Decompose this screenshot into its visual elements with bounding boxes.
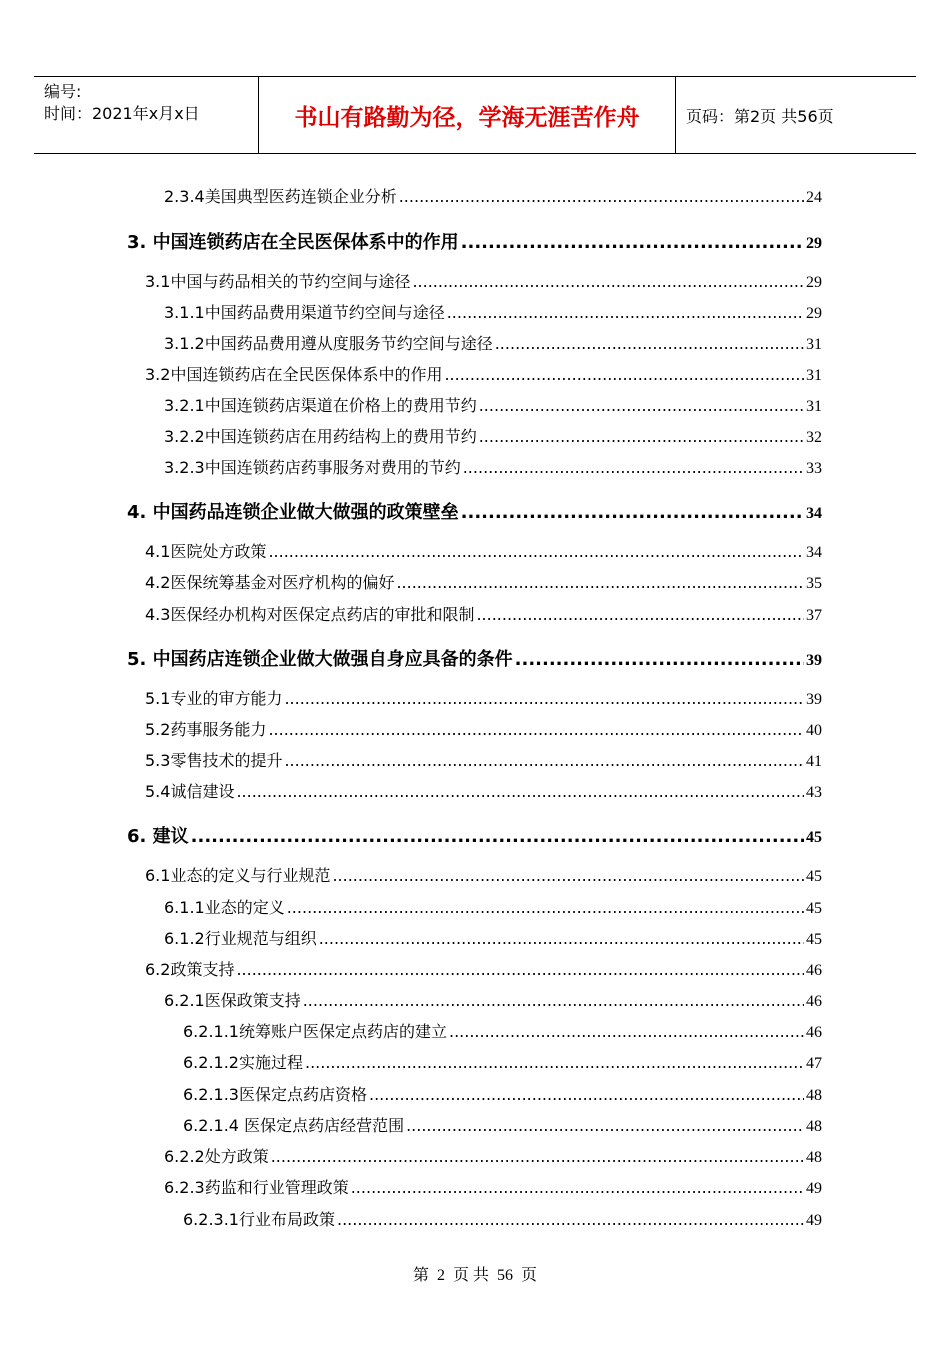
toc-entry-page: 45 (806, 931, 822, 948)
toc-entry-page: 24 (806, 189, 822, 206)
toc-leader-dots (461, 232, 804, 253)
toc-entry-title: 5.3零售技术的提升 (145, 751, 283, 770)
toc-entry[interactable] (164, 331, 822, 354)
page-footer (0, 1262, 950, 1285)
toc-entry-title: 5.4诚信建设 (145, 782, 235, 801)
toc-entry-page: 34 (806, 544, 822, 561)
toc-entry[interactable] (127, 645, 822, 671)
toc-entry-title: 3.2中国连锁药店在全民医保体系中的作用 (145, 365, 443, 384)
toc-entry[interactable] (164, 184, 822, 207)
toc-leader-dots (444, 365, 804, 384)
toc-entry-title: 3.1中国与药品相关的节约空间与途径 (145, 272, 411, 291)
toc-leader-dots (476, 605, 804, 624)
toc-entry[interactable] (164, 895, 822, 918)
toc-entry-title: 6.2.3药监和行业管理政策 (164, 1178, 349, 1197)
toc-entry-page: 40 (806, 722, 822, 739)
toc-entry-page: 47 (806, 1055, 822, 1072)
toc-leader-dots (305, 1053, 804, 1072)
toc-entry[interactable] (183, 1082, 822, 1105)
toc-entry[interactable] (164, 926, 822, 949)
toc-leader-dots (268, 542, 804, 561)
toc-leader-dots (268, 720, 804, 739)
toc-entry-title: 5.2药事服务能力 (145, 720, 267, 739)
document-time: 时间：2021年x月x日 (44, 104, 200, 123)
toc-leader-dots (461, 502, 804, 523)
toc-entry[interactable] (127, 822, 822, 848)
toc-entry-page: 31 (806, 398, 822, 415)
toc-entry-title: 4.2医保统筹基金对医疗机构的偏好 (145, 573, 395, 592)
toc-leader-dots (399, 187, 804, 206)
toc-entry-title: 6.2.1.4 医保定点药店经营范围 (183, 1116, 405, 1135)
toc-entry[interactable] (145, 686, 822, 709)
toc-entry-page: 29 (806, 235, 822, 252)
toc-entry-title: 6. 建议 (127, 826, 189, 847)
toc-entry-page: 31 (806, 336, 822, 353)
header-motto: 书山有路勤为径，学海无涯苦作舟 (258, 77, 676, 153)
toc-entry[interactable] (164, 988, 822, 1011)
toc-entry[interactable] (127, 498, 822, 524)
toc-entry-page: 39 (806, 652, 822, 669)
toc-entry-title: 3. 中国连锁药店在全民医保体系中的作用 (127, 232, 459, 253)
toc-entry[interactable] (164, 455, 822, 478)
toc-entry-title: 3.2.1中国连锁药店渠道在价格上的费用节约 (164, 396, 477, 415)
toc-entry-title: 3.2.3中国连锁药店药事服务对费用的节约 (164, 458, 461, 477)
toc-leader-dots (369, 1085, 804, 1104)
toc-entry-title: 4. 中国药品连锁企业做大做强的政策壁垒 (127, 502, 459, 523)
toc-leader-dots (337, 1210, 804, 1229)
toc-entry-page: 49 (806, 1180, 822, 1197)
toc-leader-dots (463, 458, 804, 477)
toc-entry-page: 45 (806, 829, 822, 846)
toc-entry-page: 29 (806, 274, 822, 291)
toc-entry[interactable] (164, 1144, 822, 1167)
toc-entry-page: 45 (806, 900, 822, 917)
toc-entry[interactable] (164, 424, 822, 447)
toc-leader-dots (191, 826, 804, 847)
toc-leader-dots (479, 396, 804, 415)
toc-leader-dots (303, 991, 804, 1010)
document-number-label: 编号: (44, 82, 82, 101)
toc-entry[interactable] (183, 1019, 822, 1042)
footer-prefix: 第 (412, 1267, 429, 1284)
toc-leader-dots (271, 1147, 804, 1166)
header-meta (34, 77, 258, 153)
toc-entry-page: 32 (806, 429, 822, 446)
toc-leader-dots (406, 1116, 804, 1135)
toc-leader-dots (332, 866, 804, 885)
toc-leader-dots (515, 649, 804, 670)
toc-entry[interactable] (164, 1175, 822, 1198)
toc-entry[interactable] (145, 602, 822, 625)
toc-leader-dots (236, 960, 804, 979)
toc-entry-page: 41 (806, 753, 822, 770)
toc-entry-page: 46 (806, 993, 822, 1010)
toc-entry-title: 3.2.2中国连锁药店在用药结构上的费用节约 (164, 427, 477, 446)
toc-entry-page: 49 (806, 1212, 822, 1229)
toc-entry-title: 6.2政策支持 (145, 960, 235, 979)
toc-entry-page: 48 (806, 1149, 822, 1166)
toc-leader-dots (447, 303, 804, 322)
toc-entry-page: 39 (806, 691, 822, 708)
toc-entry-title: 6.1.2行业规范与组织 (164, 929, 317, 948)
toc-entry[interactable] (145, 748, 822, 771)
toc-entry-page: 34 (806, 505, 822, 522)
toc-leader-dots (287, 898, 804, 917)
toc-leader-dots (236, 782, 804, 801)
toc-leader-dots (412, 272, 804, 291)
toc-entry-title: 3.1.1中国药品费用渠道节约空间与途径 (164, 303, 445, 322)
toc-leader-dots (351, 1178, 804, 1197)
toc-leader-dots (284, 689, 804, 708)
toc-entry-title: 6.2.3.1行业布局政策 (183, 1210, 335, 1229)
toc-entry-title: 4.3医保经办机构对医保定点药店的审批和限制 (145, 605, 475, 624)
toc-entry-page: 48 (806, 1087, 822, 1104)
toc-entry[interactable] (145, 957, 822, 980)
toc-entry-page: 31 (806, 367, 822, 384)
footer-suffix: 页 (521, 1267, 538, 1284)
toc-entry-page: 48 (806, 1118, 822, 1135)
toc-entry-title: 6.2.1.3医保定点药店资格 (183, 1085, 367, 1104)
footer-page-number: 2 (436, 1267, 445, 1284)
toc-entry[interactable] (145, 779, 822, 802)
toc-entry-page: 29 (806, 305, 822, 322)
toc-entry[interactable] (127, 228, 822, 254)
toc-entry-page: 45 (806, 868, 822, 885)
toc-entry-page: 46 (806, 1024, 822, 1041)
toc-entry-title: 6.1.1业态的定义 (164, 898, 285, 917)
toc-entry-title: 6.1业态的定义与行业规范 (145, 866, 331, 885)
toc-entry-title: 6.2.2处方政策 (164, 1147, 269, 1166)
toc-entry-title: 6.2.1医保政策支持 (164, 991, 301, 1010)
toc-entry[interactable] (145, 269, 822, 292)
footer-mid: 页 共 (452, 1267, 489, 1284)
toc-entry-title: 5. 中国药店连锁企业做大做强自身应具备的条件 (127, 649, 513, 670)
header-page-info: 页码：第2页 共56页 (686, 106, 834, 126)
toc-entry-title: 5.1专业的审方能力 (145, 689, 283, 708)
toc-entry[interactable] (145, 570, 822, 593)
toc-entry[interactable] (164, 393, 822, 416)
toc-leader-dots (396, 573, 804, 592)
toc-entry-title: 4.1医院处方政策 (145, 542, 267, 561)
toc-entry[interactable] (145, 717, 822, 740)
toc-entry[interactable] (183, 1207, 822, 1230)
toc-entry[interactable] (145, 863, 822, 886)
toc-entry[interactable] (183, 1050, 822, 1073)
toc-entry-title: 3.1.2中国药品费用遵从度服务节约空间与途径 (164, 334, 493, 353)
footer-total-pages: 56 (497, 1267, 513, 1284)
toc-entry[interactable] (164, 300, 822, 323)
toc-leader-dots (495, 334, 804, 353)
toc-entry[interactable] (145, 362, 822, 385)
toc-entry-title: 6.2.1.1统筹账户医保定点药店的建立 (183, 1022, 447, 1041)
toc-leader-dots (319, 929, 804, 948)
toc-entry[interactable] (145, 539, 822, 562)
toc-leader-dots (449, 1022, 804, 1041)
toc-leader-dots (479, 427, 804, 446)
toc-entry-page: 33 (806, 460, 822, 477)
toc-entry-page: 35 (806, 575, 822, 592)
toc-entry-title: 6.2.1.2实施过程 (183, 1053, 303, 1072)
toc-entry-page: 46 (806, 962, 822, 979)
toc-entry-page: 43 (806, 784, 822, 801)
toc-entry-title: 2.3.4美国典型医药连锁企业分析 (164, 187, 397, 206)
toc-entry[interactable] (183, 1113, 822, 1136)
page-header (34, 76, 916, 154)
toc-leader-dots (284, 751, 804, 770)
toc-entry-page: 37 (806, 607, 822, 624)
